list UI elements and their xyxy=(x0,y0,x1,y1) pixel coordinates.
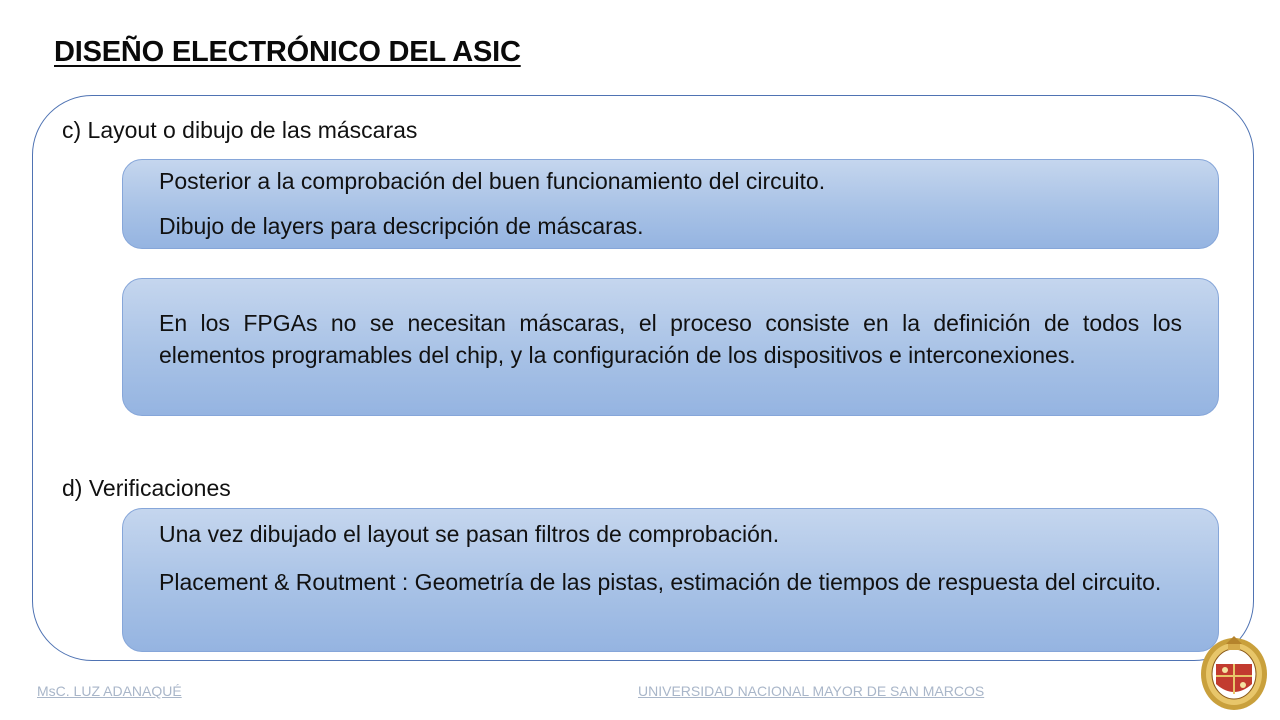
box-paragraph: Placement & Routment : Geometría de las pistas, estimación de tiempos de respuesta del circuito. xyxy=(159,569,1162,595)
section-c-label: c) Layout o dibujo de las máscaras xyxy=(62,117,418,143)
section-d-label: d) Verificaciones xyxy=(62,475,231,501)
footer-author: MsC. LUZ ADANAQUÉ xyxy=(37,683,182,699)
university-seal-icon xyxy=(1198,630,1270,712)
info-box-verificaciones xyxy=(122,508,1219,652)
box-line: Posterior a la comprobación del buen funcionamiento del circuito. xyxy=(159,168,826,194)
slide-title: DISEÑO ELECTRÓNICO DEL ASIC xyxy=(54,36,521,68)
box-line: Una vez dibujado el layout se pasan filtros de comprobación. xyxy=(159,521,780,547)
box-line: Dibujo de layers para descripción de máscaras. xyxy=(159,213,644,239)
info-box-layout xyxy=(122,159,1219,249)
info-box-fpga xyxy=(122,278,1219,416)
box-paragraph: En los FPGAs no se necesitan máscaras, el proceso consiste en la definición de todos los elementos programables del chip, y la configuración de los dispositivos e interconexiones. xyxy=(159,310,1182,368)
footer-university: UNIVERSIDAD NACIONAL MAYOR DE SAN MARCOS xyxy=(638,683,985,699)
